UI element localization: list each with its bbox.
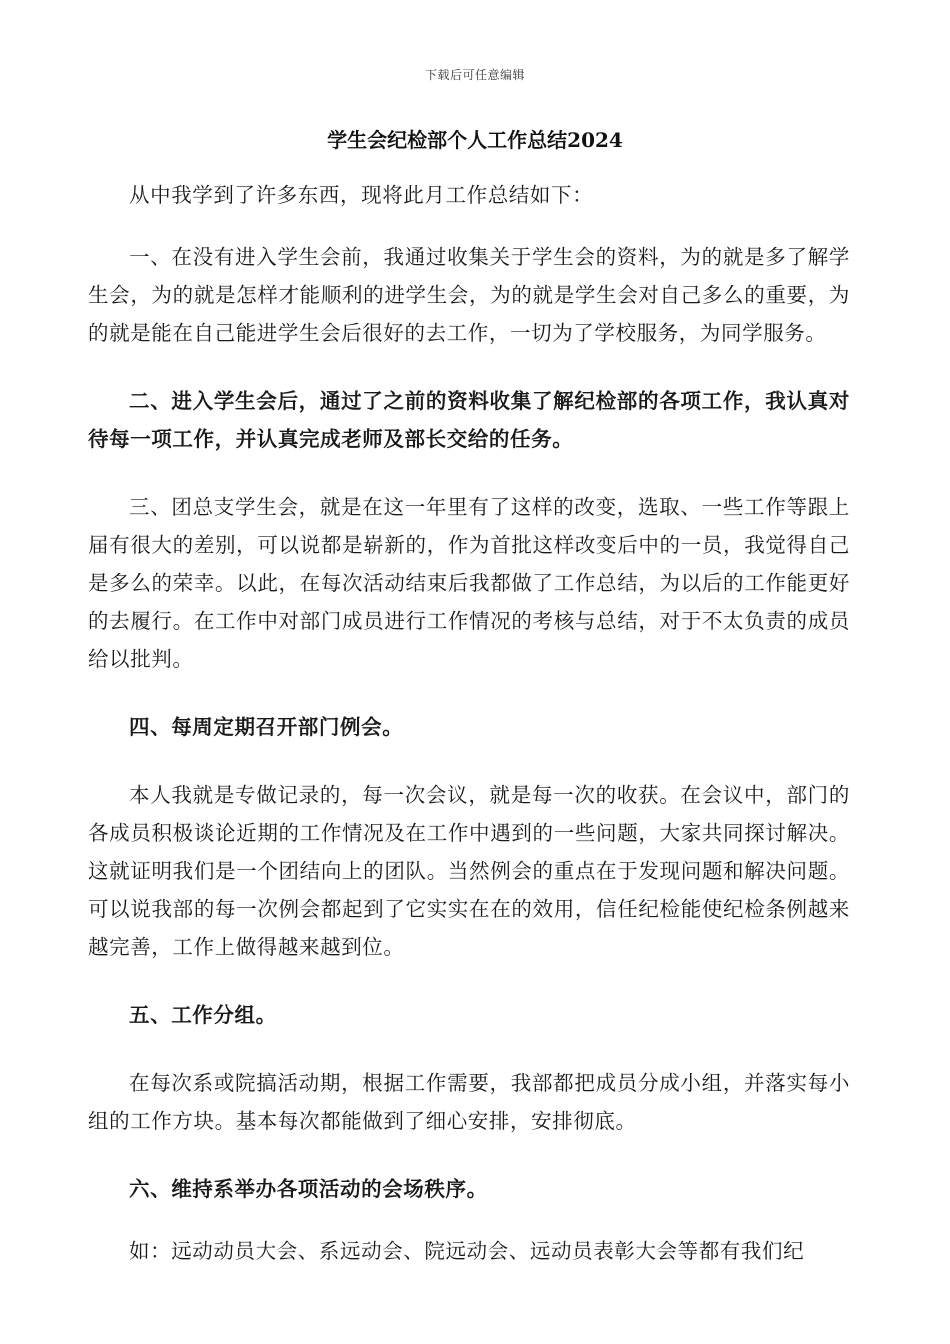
paragraph-section-6: 如：远动动员大会、系远动会、院远动会、远动员表彰大会等都有我们纪 <box>129 1239 805 1263</box>
document-body <box>88 176 850 1270</box>
document-title: 学生会纪检部个人工作总结2024 <box>327 128 623 152</box>
heading-section-5: 五、工作分组。 <box>129 1003 277 1027</box>
header-note: 下载后可任意编辑 <box>424 68 525 82</box>
paragraph-section-5: 在每次系或院搞活动期，根据工作需要，我部都把成员分成小组，并落实每小组的工作方块。基本每次都能做到了细心安排，安排彻底。 <box>88 1071 850 1133</box>
heading-section-6: 六、维持系举办各项活动的会场秩序。 <box>129 1177 488 1201</box>
paragraph-section-4: 本人我就是专做记录的，每一次会议，就是每一次的收获。在会议中，部门的各成员积极谈论近期的工作情况及在工作中遇到的一些问题，大家共同探讨解决。这就证明我们是一个团结向上的团队。当然例会的重点在于发现问题和解决问题。可以说我部的每一次例会都起到了它实实在在的效用，信任纪检能使纪检条例越来越完善，工作上做得越来越到位。 <box>88 783 850 959</box>
paragraph-section-1: 一、在没有进入学生会前，我通过收集关于学生会的资料，为的就是多了解学生会，为的就是怎样才能顺利的进学生会，为的就是学生会对自己多么的重要，为的就是能在自己能进学生会后很好的去工作，一切为了学校服务，为同学服务。 <box>88 245 850 345</box>
heading-section-4: 四、每周定期召开部门例会。 <box>129 715 404 739</box>
paragraph-intro: 从中我学到了许多东西，现将此月工作总结如下： <box>129 183 594 207</box>
paragraph-section-3: 三、团总支学生会，就是在这一年里有了这样的改变，选取、一些工作等跟上届有很大的差别，可以说都是崭新的，作为首批这样改变后中的一员，我觉得自己是多么的荣幸。以此，在每次活动结束后我都做了工作总结，为以后的工作能更好的去履行。在工作中对部门成员进行工作情况的考核与总结，对于不太负责的成员给以批判。 <box>88 495 850 671</box>
paragraph-section-2: 二、进入学生会后，通过了之前的资料收集了解纪检部的各项工作，我认真对待每一项工作，并认真完成老师及部长交给的任务。 <box>88 389 850 451</box>
